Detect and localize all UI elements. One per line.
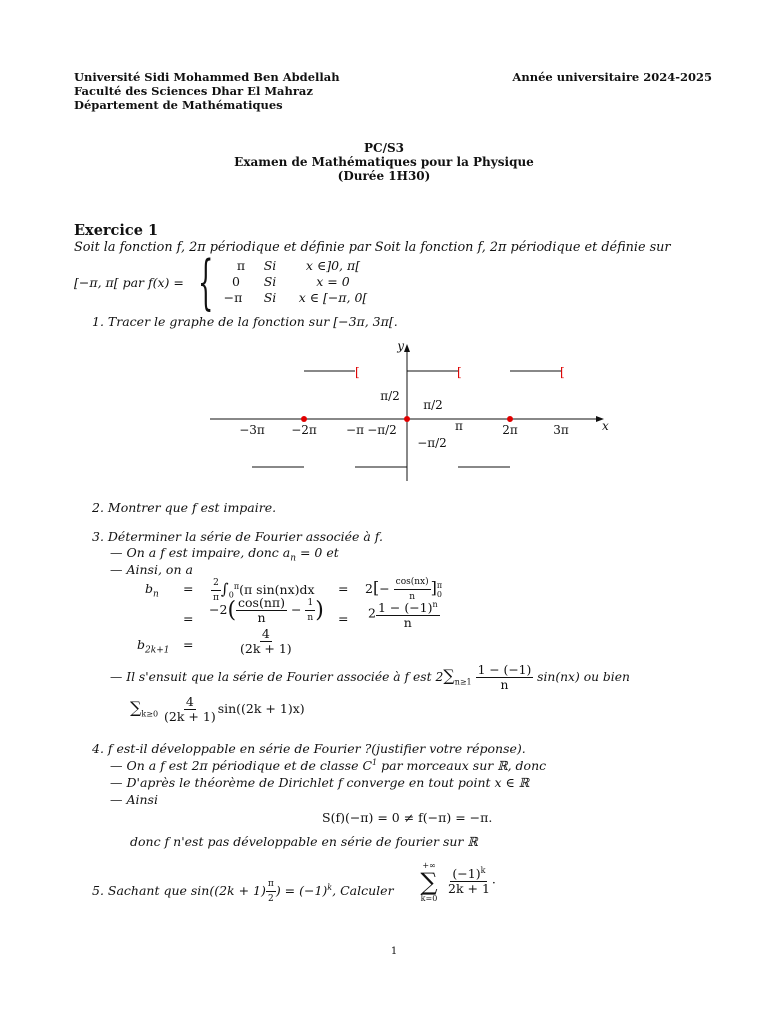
exam-duration: (Durée 1H30) [337,169,431,183]
integral-expression: $\frac{2}{\pi}$ $\int_0^\pi(\pi$ sin(nx)dx [213,578,315,603]
point-origin [404,416,410,422]
cos-expression: −2( $\frac{\cos(n\pi)}{n}$ − $\frac{1}{n}$ ) [209,595,324,625]
case-domain-3: x ∈ [−π, 0[ [298,290,368,305]
cases-brace: { [198,248,214,318]
b2k1-symbol: $b_{2k+1}$ [137,637,170,656]
question-2: 2. Montrer que f est impaire. [92,500,277,515]
q3-bullet-3-cont: $\sum_{k\ge 0}$ $\frac{4}{(2k + 1)}$ sin((2k + 1)x) [130,694,305,724]
q4-conclusion: donc f n'est pas développable en série de fourier sur ℝ [130,834,478,849]
q4-bullet-1: — On a f est 2π périodique et de classe $C^1$ par morceaux sur ℝ, donc [110,758,547,774]
university-name: Université Sidi Mohammed Ben Abdellah [74,70,340,84]
tick-label: π/2 [380,389,400,403]
case-cond-2: Si [263,274,277,289]
page-number: 1 [390,946,398,957]
equals-sign: = [183,637,194,652]
sum-symbol: +∞ ∑ k=0 [420,861,438,903]
exercise-heading: Exercice 1 [74,222,159,239]
open-bracket-1: [ [355,365,360,379]
case-domain-1: x ∈]0, π[ [305,258,361,273]
department-name: Département de Mathématiques [74,98,283,112]
q3-bullet-3: — Il s'ensuit que la série de Fourier associée à f est $2\sum_{n\ge 1}$ $\frac{1 - (-1)}{n}$ sin(nx) ou bien [110,663,630,692]
point-2pi [507,416,513,422]
tick-label: −π/2 [367,423,397,437]
tick-label: 3π [553,423,569,437]
q3-bullet-2: — Ainsi, on a [110,562,193,577]
tick-label: 2π [502,423,518,437]
sum-term: $\frac{(-1)^k}{2k + 1}$ . [448,866,496,897]
q4-bullet-2: — D'après le théorème de Dirichlet f converge en tout point x ∈ ℝ [110,775,530,790]
equals-sign: = [338,581,349,596]
case-value-1: π [236,258,246,273]
question-4: 4. f est-il développable en série de Fourier ?(justifier votre réponse). [92,741,526,756]
question-1: 1. Tracer le graphe de la fonction sur [−3π, 3π[. [92,314,398,329]
equals-sign: = [183,581,194,596]
bracket-expression: 2[− $\frac{\cos(nx)}{n}$ ] π 0 [365,577,443,602]
open-bracket-3: [ [560,365,565,379]
function-graph [200,336,620,486]
case-cond-3: Si [263,290,277,305]
tick-label: π [455,419,463,433]
tick-label: −π [346,423,364,437]
open-bracket-2: [ [457,365,462,379]
case-domain-2: x = 0 [316,274,350,289]
q4-bullet-3: — Ainsi [110,792,158,807]
q3-bullet-1: — On a f est impaire, donc $a_n = 0$ et [110,545,339,564]
faculty-name: Faculté des Sciences Dhar El Mahraz [74,84,313,98]
x-axis-label: x [602,419,609,433]
case-value-2: 0 [232,274,240,289]
case-value-3: −π [223,290,243,305]
tick-label: −2π [291,423,317,437]
bn-result: 2 $\frac{1 - (-1)^n}{n}$ [368,600,438,631]
tick-label: −π/2 [417,436,447,450]
case-cond-1: Si [263,258,277,273]
bn-symbol: $b_n$ [145,581,159,600]
tick-label: π/2 [423,398,443,412]
academic-year: Année universitaire 2024-2025 [512,70,712,84]
function-definition-label: [−π, π[ par f(x) = [74,275,184,290]
exam-title: Examen de Mathématiques pour la Physique [234,155,534,169]
exercise-intro: Soit la fonction f, 2π périodique et définie par Soit la fonction f, 2π périodique et définie sur [74,240,671,255]
equals-sign: = [338,611,349,626]
q4-equation: S(f)(−π) = 0 ≠ f(−π) = −π. [322,810,493,825]
question-3: 3. Déterminer la série de Fourier associée à f. [92,529,383,544]
tick-label: −3π [239,423,265,437]
point-minus-2pi [301,416,307,422]
question-5: 5. Sachant que sin((2k + 1) $\frac{\pi}{2}$ ) = $(-1)^k$, Calculer [92,879,394,904]
y-axis-arrow [404,344,410,352]
y-axis-label: y [397,339,404,353]
course-code: PC/S3 [364,141,404,155]
b2k1-fraction: $\frac{4}{(2k + 1)}$ [240,626,292,656]
equals-sign: = [183,611,194,626]
